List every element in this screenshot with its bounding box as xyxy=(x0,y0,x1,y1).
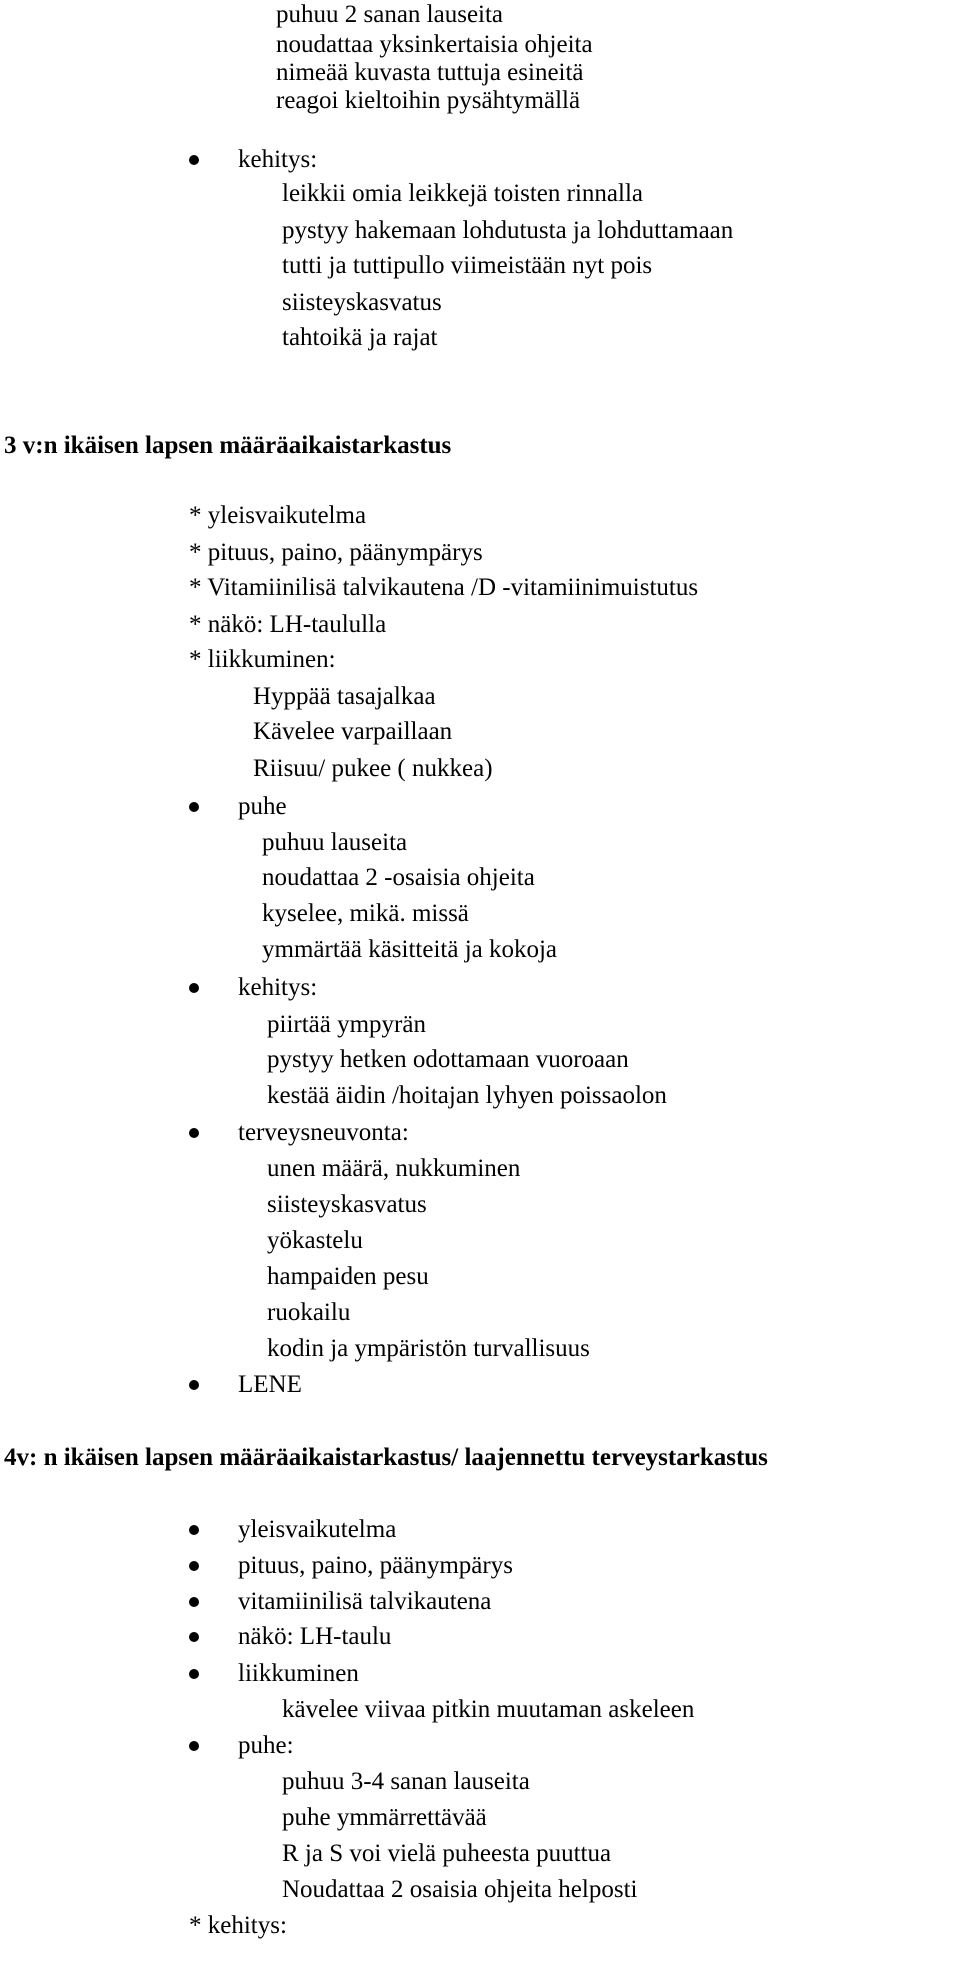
list-item: noudattaa 2 -osaisia ohjeita xyxy=(262,864,535,891)
list-item: leikkii omia leikkejä toisten rinnalla xyxy=(282,180,644,207)
list-item: tahtoikä ja rajat xyxy=(282,324,438,351)
section4-kehitys-label: * kehitys: xyxy=(189,1912,287,1939)
list-item: noudattaa yksinkertaisia ohjeita xyxy=(276,31,593,58)
bullet-icon xyxy=(189,1561,199,1571)
section3-kehitys-label: kehitys: xyxy=(238,974,318,1001)
bullet-icon xyxy=(189,1597,199,1607)
list-item: pystyy hakemaan lohdutusta ja lohduttamaan xyxy=(282,217,734,244)
list-item: * liikkuminen: xyxy=(189,646,336,673)
list-item: * yleisvaikutelma xyxy=(189,502,367,529)
list-item: nimeää kuvasta tuttuja esineitä xyxy=(276,59,584,86)
bullet-icon xyxy=(189,1741,199,1751)
list-item: siisteyskasvatus xyxy=(282,289,442,316)
list-item: * pituus, paino, päänympärys xyxy=(189,539,483,566)
list-item: ymmärtää käsitteitä ja kokoja xyxy=(262,936,558,963)
section3-lene-label: LENE xyxy=(238,1371,302,1398)
list-item: tutti ja tuttipullo viimeistään nyt pois xyxy=(282,252,653,279)
list-item: Riisuu/ pukee ( nukkea) xyxy=(253,755,493,782)
section4-liikkuminen-label: liikkuminen xyxy=(238,1660,359,1687)
list-item: R ja S voi vielä puheesta puuttua xyxy=(282,1840,612,1867)
bullet-icon xyxy=(189,802,199,812)
list-item: * Vitamiinilisä talvikautena /D -vitamiinimuistutus xyxy=(189,574,699,601)
list-item: vitamiinilisä talvikautena xyxy=(238,1588,492,1615)
list-item: näkö: LH-taulu xyxy=(238,1623,392,1650)
section3-puhe-label: puhe xyxy=(238,793,287,820)
bullet-icon xyxy=(189,1380,199,1390)
list-item: puhuu 3-4 sanan lauseita xyxy=(282,1768,530,1795)
list-item: Noudattaa 2 osaisia ohjeita helposti xyxy=(282,1876,638,1903)
section3-terveys-label: terveysneuvonta: xyxy=(238,1119,409,1146)
section4-puhe-label: puhe: xyxy=(238,1732,294,1759)
list-item: kyselee, mikä. missä xyxy=(262,900,469,927)
list-item: * näkö: LH-taululla xyxy=(189,611,387,638)
section3-heading: 3 v:n ikäisen lapsen määräaikaistarkastus xyxy=(4,432,452,459)
bullet-icon xyxy=(189,983,199,993)
list-item: reagoi kieltoihin pysähtymällä xyxy=(276,87,581,114)
list-item: yleisvaikutelma xyxy=(238,1516,397,1543)
section4-heading: 4v: n ikäisen lapsen määräaikaistarkastus/ laajennettu terveystarkastus xyxy=(4,1444,768,1471)
bullet-icon xyxy=(189,1525,199,1535)
list-item: piirtää ympyrän xyxy=(267,1011,426,1038)
bullet-icon xyxy=(189,1632,199,1642)
bullet-icon xyxy=(189,1669,199,1679)
list-item: yökastelu xyxy=(267,1227,363,1254)
list-item: hampaiden pesu xyxy=(267,1263,429,1290)
list-item: unen määrä, nukkuminen xyxy=(267,1155,521,1182)
list-item: Hyppää tasajalkaa xyxy=(253,683,436,710)
list-item: pituus, paino, päänympärys xyxy=(238,1552,513,1579)
list-item: kävelee viivaa pitkin muutaman askeleen xyxy=(282,1696,695,1723)
prev-kehitys-label: kehitys: xyxy=(238,146,318,173)
list-item: kodin ja ympäristön turvallisuus xyxy=(267,1335,590,1362)
bullet-icon xyxy=(189,155,199,165)
list-item: siisteyskasvatus xyxy=(267,1191,427,1218)
bullet-icon xyxy=(189,1128,199,1138)
list-item: puhe ymmärrettävää xyxy=(282,1804,487,1831)
list-item: ruokailu xyxy=(267,1299,351,1326)
list-item: kestää äidin /hoitajan lyhyen poissaolon xyxy=(267,1082,667,1109)
list-item: puhuu lauseita xyxy=(262,829,408,856)
list-item: puhuu 2 sanan lauseita xyxy=(276,1,504,28)
list-item: pystyy hetken odottamaan vuoroaan xyxy=(267,1046,629,1073)
list-item: Kävelee varpaillaan xyxy=(253,718,453,745)
